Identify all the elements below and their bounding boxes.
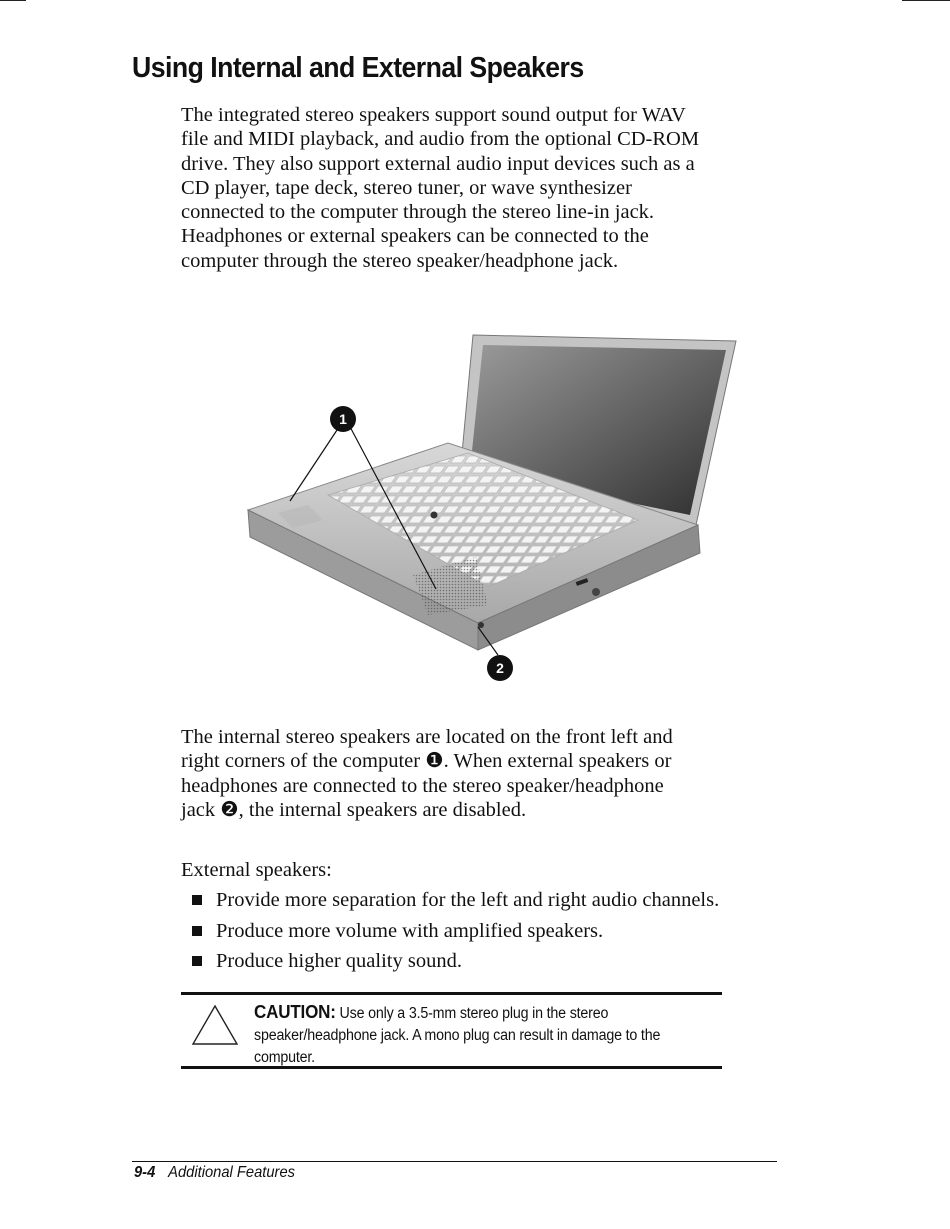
bullet-square-icon — [192, 895, 202, 905]
footer-rule — [132, 1161, 777, 1162]
section-name: Additional Features — [168, 1164, 295, 1181]
page-number: 9-4 — [134, 1164, 156, 1181]
caution-text: Use only a 3.5-mm stereo plug in the stereo speaker/headphone jack. A mono plug can result in damage to the computer. — [254, 1005, 661, 1066]
page-footer — [134, 1164, 295, 1182]
bullet-square-icon — [192, 926, 202, 936]
list-item: Produce higher quality sound. — [190, 949, 719, 980]
list-item: Produce more volume with amplified speakers. — [190, 919, 719, 950]
caution-text-block — [254, 1001, 714, 1069]
callout-1-label: 1 — [339, 411, 347, 427]
external-speakers-list — [190, 888, 719, 980]
page-title: Using Internal and External Speakers — [132, 52, 584, 84]
crop-mark-left — [0, 0, 26, 1]
callout-2-label: 2 — [496, 660, 504, 676]
caution-label: CAUTION: — [254, 1001, 336, 1022]
caution-box — [181, 992, 722, 1069]
list-intro: External speakers: — [181, 859, 332, 881]
laptop-speakers-figure — [238, 325, 750, 705]
location-paragraph: The internal stereo speakers are located on the front left and right corners of the computer ❶. When external speakers or headphones are connected to the stereo speaker/headphone jack ❷, the internal speakers are disabled. — [181, 726, 673, 821]
bullet-square-icon — [192, 956, 202, 966]
list-item: Provide more separation for the left and right audio channels. — [190, 888, 719, 919]
crop-mark-right — [902, 0, 950, 1]
intro-paragraph: The integrated stereo speakers support sound output for WAV file and MIDI playback, and audio from the optional CD-ROM drive. They also support external audio input devices such as a CD player, tape deck, stereo tuner, or wave synthesizer connected to the computer through the stereo line-in jack. Headphones or external speakers can be connected to the computer through the stereo speaker/headphone jack. — [181, 104, 700, 272]
warning-triangle-icon — [191, 1003, 239, 1047]
